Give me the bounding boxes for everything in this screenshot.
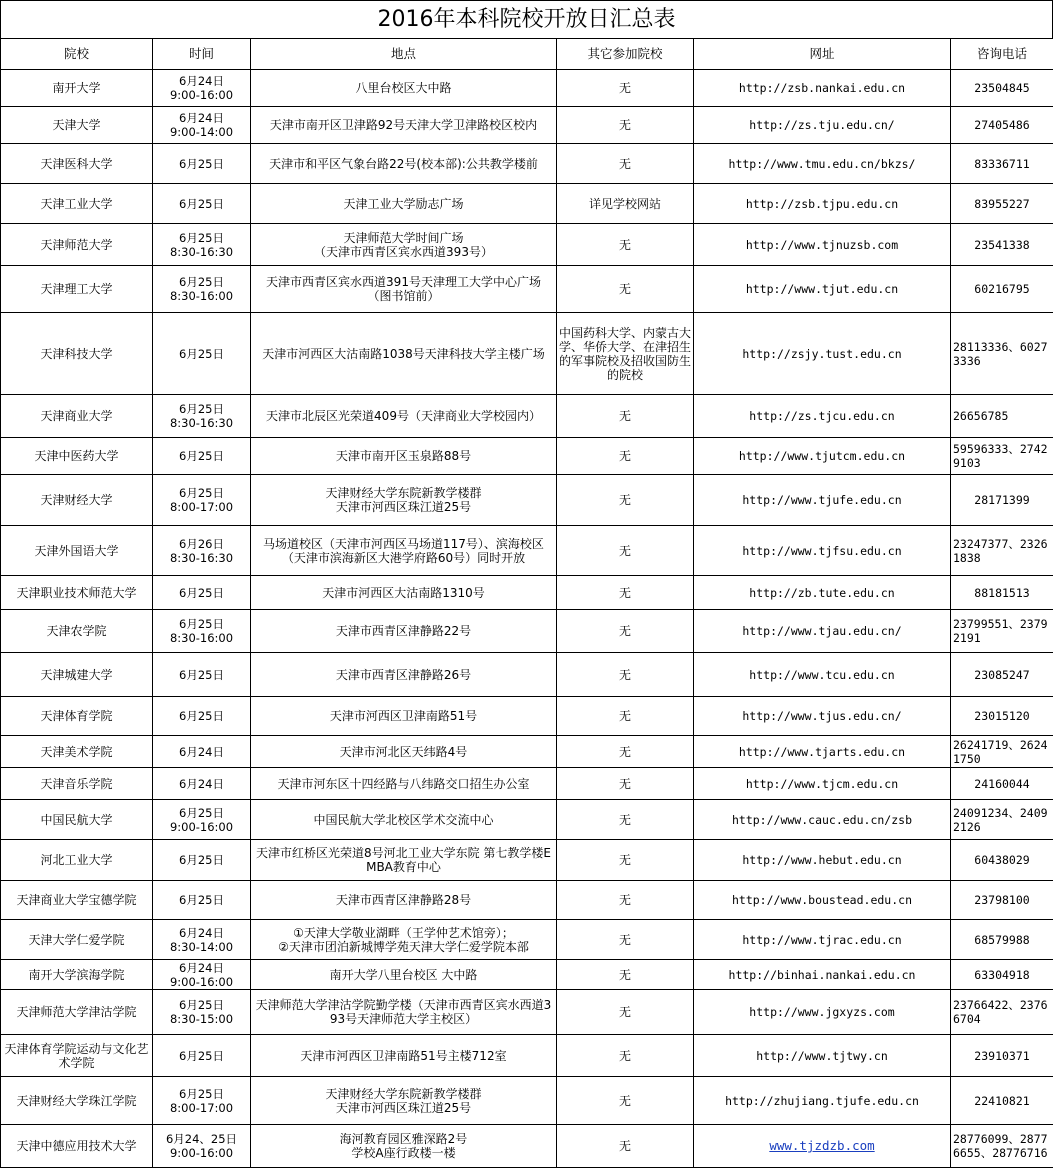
table-row xyxy=(1,990,1053,1035)
school-cell: 天津职业技术师范大学 xyxy=(1,576,153,610)
school-cell: 天津医科大学 xyxy=(1,144,153,184)
location-line: 天津市河西区珠江道25号 xyxy=(335,1100,472,1115)
school-cell: 天津大学 xyxy=(1,107,153,144)
location-cell xyxy=(251,144,557,184)
time-cell xyxy=(153,313,251,395)
table-row xyxy=(1,697,1053,736)
phone-cell: 59596333、27429103 xyxy=(951,438,1053,475)
location-line: 天津市河西区大沽南路1038号天津科技大学主楼广场 xyxy=(262,346,545,361)
location-cell xyxy=(251,653,557,697)
website-cell: http://www.tjtwy.cn xyxy=(694,1035,951,1077)
location-cell xyxy=(251,184,557,224)
school-cell: 天津体育学院运动与文化艺术学院 xyxy=(1,1035,153,1077)
location-line: 天津市红桥区光荣道8号河北工业大学东院 第七教学楼EMBA教育中心 xyxy=(255,846,552,874)
school-cell: 天津商业大学 xyxy=(1,395,153,438)
header-row xyxy=(1,39,1053,70)
table-row xyxy=(1,610,1053,653)
time-line: 8:00-17:00 xyxy=(169,500,234,514)
location-line: 八里台校区大中路 xyxy=(355,81,452,95)
location-cell xyxy=(251,1035,557,1077)
time-line: 8:30-16:00 xyxy=(169,631,234,645)
location-line: ①天津大学敬业湖畔（王学仲艺术馆旁）； xyxy=(293,925,514,940)
time-line: 6月24日 xyxy=(179,960,224,975)
other-schools-cell: 无 xyxy=(557,768,694,800)
school-cell: 天津商业大学宝德学院 xyxy=(1,881,153,920)
time-line: 8:30-16:00 xyxy=(169,289,234,303)
location-line: 天津市和平区气象台路22号(校本部):公共教学楼前 xyxy=(269,156,538,171)
table-row xyxy=(1,800,1053,840)
time-line: 6月24日 xyxy=(179,776,224,791)
phone-cell: 26241719、26241750 xyxy=(951,736,1053,768)
time-line: 9:00-16:00 xyxy=(169,1146,234,1160)
other-schools-cell: 无 xyxy=(557,475,694,526)
location-cell xyxy=(251,475,557,526)
time-line: 6月25日 xyxy=(179,585,224,600)
website-cell: http://zs.tjcu.edu.cn xyxy=(694,395,951,438)
time-cell xyxy=(153,107,251,144)
table-row xyxy=(1,920,1053,960)
phone-cell: 24160044 xyxy=(951,768,1053,800)
location-line: （图书馆前） xyxy=(367,289,440,303)
school-cell: 天津科技大学 xyxy=(1,313,153,395)
other-schools-cell: 无 xyxy=(557,960,694,990)
phone-cell: 60438029 xyxy=(951,840,1053,881)
time-cell xyxy=(153,960,251,990)
time-cell xyxy=(153,224,251,266)
phone-cell: 23085247 xyxy=(951,653,1053,697)
location-cell xyxy=(251,800,557,840)
time-line: 6月25日 xyxy=(179,893,224,907)
time-cell xyxy=(153,1125,251,1168)
other-schools-cell: 无 xyxy=(557,1035,694,1077)
time-cell xyxy=(153,800,251,840)
location-cell xyxy=(251,697,557,736)
location-cell xyxy=(251,1125,557,1168)
other-schools-cell: 无 xyxy=(557,266,694,313)
phone-cell: 23910371 xyxy=(951,1035,1053,1077)
school-cell: 天津中德应用技术大学 xyxy=(1,1125,153,1168)
website-cell: http://zsjy.tust.edu.cn xyxy=(694,313,951,395)
other-schools-cell: 无 xyxy=(557,70,694,107)
location-cell xyxy=(251,526,557,576)
location-cell xyxy=(251,990,557,1035)
location-cell xyxy=(251,70,557,107)
time-line: 6月24、25日 xyxy=(165,1132,238,1146)
school-cell: 天津体育学院 xyxy=(1,697,153,736)
location-line: 天津市河西区卫津南路51号 xyxy=(329,709,478,723)
time-line: 6月25日 xyxy=(179,275,224,289)
time-cell xyxy=(153,438,251,475)
table-row xyxy=(1,840,1053,881)
other-schools-cell: 无 xyxy=(557,840,694,881)
time-cell xyxy=(153,266,251,313)
phone-cell: 26656785 xyxy=(951,395,1053,438)
other-schools-cell: 无 xyxy=(557,144,694,184)
school-cell: 中国民航大学 xyxy=(1,800,153,840)
other-schools-cell: 详见学校网站 xyxy=(557,184,694,224)
other-schools-cell: 无 xyxy=(557,881,694,920)
phone-cell: 28776099、28776655、28776716 xyxy=(951,1125,1053,1168)
time-line: 6月25日 xyxy=(179,486,224,500)
phone-cell: 22410821 xyxy=(951,1077,1053,1125)
header-other-schools: 其它参加院校 xyxy=(557,39,694,70)
time-line: 8:30-15:00 xyxy=(169,1012,234,1026)
location-line: 天津师范大学津沽学院勤学楼（天津市西青区宾水西道393号天津师范大学主校区） xyxy=(255,998,552,1026)
website-cell: http://www.tcu.edu.cn xyxy=(694,653,951,697)
location-line: 天津市西青区宾水西道391号天津理工大学中心广场 xyxy=(266,275,541,289)
website-cell: http://www.tjufe.edu.cn xyxy=(694,475,951,526)
time-cell xyxy=(153,653,251,697)
website-cell: http://zs.tju.edu.cn/ xyxy=(694,107,951,144)
time-line: 6月25日 xyxy=(179,709,224,723)
time-line: 9:00-14:00 xyxy=(169,125,234,139)
school-cell: 天津中医药大学 xyxy=(1,438,153,475)
time-line: 6月25日 xyxy=(179,853,224,867)
school-cell: 天津外国语大学 xyxy=(1,526,153,576)
school-cell: 天津美术学院 xyxy=(1,736,153,768)
table-row xyxy=(1,576,1053,610)
other-schools-cell: 无 xyxy=(557,920,694,960)
time-line: 6月25日 xyxy=(179,230,224,245)
other-schools-cell: 中国药科大学、内蒙古大学、华侨大学、在津招生的军事院校及招收国防生的院校 xyxy=(557,313,694,395)
time-line: 8:30-16:30 xyxy=(169,416,234,430)
time-line: 6月25日 xyxy=(179,617,224,631)
location-line: ②天津市团泊新城博学苑天津大学仁爱学院本部 xyxy=(278,939,529,954)
website-cell: http://www.cauc.edu.cn/zsb xyxy=(694,800,951,840)
school-cell: 天津工业大学 xyxy=(1,184,153,224)
other-schools-cell: 无 xyxy=(557,990,694,1035)
other-schools-cell: 无 xyxy=(557,1077,694,1125)
location-cell xyxy=(251,881,557,920)
location-line: 天津市河西区珠江道25号 xyxy=(335,500,472,514)
time-line: 6月24日 xyxy=(179,74,224,88)
school-cell: 天津财经大学珠江学院 xyxy=(1,1077,153,1125)
time-line: 9:00-16:00 xyxy=(169,88,234,102)
website-cell: http://zsb.nankai.edu.cn xyxy=(694,70,951,107)
website-cell: http://www.tjrac.edu.cn xyxy=(694,920,951,960)
table-row xyxy=(1,526,1053,576)
table-row xyxy=(1,184,1053,224)
time-cell xyxy=(153,736,251,768)
phone-cell: 23541338 xyxy=(951,224,1053,266)
location-line: 天津师范大学时间广场 xyxy=(343,230,464,245)
location-line: 马场道校区（天津市河西区马场道117号）、滨海校区（天津市滨海新区大港学府路60号）同时开放 xyxy=(263,536,544,565)
location-cell xyxy=(251,313,557,395)
table-row xyxy=(1,653,1053,697)
phone-cell: 68579988 xyxy=(951,920,1053,960)
other-schools-cell: 无 xyxy=(557,653,694,697)
other-schools-cell: 无 xyxy=(557,736,694,768)
location-line: 天津市南开区卫津路92号天津大学卫津路校区校内 xyxy=(269,118,538,132)
time-line: 6月24日 xyxy=(179,744,224,759)
time-cell xyxy=(153,990,251,1035)
website-link[interactable]: www.tjzdzb.com xyxy=(769,1138,875,1153)
phone-cell: 27405486 xyxy=(951,107,1053,144)
time-cell xyxy=(153,526,251,576)
other-schools-cell: 无 xyxy=(557,526,694,576)
time-cell xyxy=(153,395,251,438)
time-cell xyxy=(153,1035,251,1077)
school-cell: 天津城建大学 xyxy=(1,653,153,697)
phone-cell: 28171399 xyxy=(951,475,1053,526)
school-cell: 南开大学 xyxy=(1,70,153,107)
website-cell: http://zb.tute.edu.cn xyxy=(694,576,951,610)
location-cell xyxy=(251,107,557,144)
time-line: 8:00-17:00 xyxy=(169,1100,234,1115)
table-row xyxy=(1,395,1053,438)
school-cell: 河北工业大学 xyxy=(1,840,153,881)
website-cell: http://www.jgxyzs.com xyxy=(694,990,951,1035)
location-line: 天津市北辰区光荣道409号（天津商业大学校园内） xyxy=(266,409,541,423)
location-line: 天津市西青区津静路22号 xyxy=(335,624,472,638)
other-schools-cell: 无 xyxy=(557,697,694,736)
website-cell: http://zhujiang.tjufe.edu.cn xyxy=(694,1077,951,1125)
time-cell xyxy=(153,144,251,184)
time-line: 6月25日 xyxy=(179,196,224,211)
phone-cell: 23504845 xyxy=(951,70,1053,107)
website-cell: http://www.tjau.edu.cn/ xyxy=(694,610,951,653)
time-line: 6月25日 xyxy=(179,402,224,416)
school-cell: 天津农学院 xyxy=(1,610,153,653)
location-line: 学校A座行政楼一楼 xyxy=(351,1146,456,1160)
website-cell: http://binhai.nankai.edu.cn xyxy=(694,960,951,990)
other-schools-cell: 无 xyxy=(557,438,694,475)
phone-cell: 83336711 xyxy=(951,144,1053,184)
table-body xyxy=(1,70,1053,1168)
location-line: 南开大学八里台校区 大中路 xyxy=(329,967,478,982)
location-cell xyxy=(251,960,557,990)
location-cell xyxy=(251,395,557,438)
time-line: 6月25日 xyxy=(179,805,224,820)
website-cell: http://www.tjarts.edu.cn xyxy=(694,736,951,768)
table-row xyxy=(1,107,1053,144)
table-row xyxy=(1,1035,1053,1077)
table-row xyxy=(1,438,1053,475)
time-line: 6月25日 xyxy=(179,1086,224,1101)
header-phone: 咨询电话 xyxy=(951,39,1053,70)
location-line: 天津财经大学东院新教学楼群 xyxy=(325,1086,482,1101)
other-schools-cell: 无 xyxy=(557,395,694,438)
time-line: 6月25日 xyxy=(179,156,224,171)
phone-cell: 23247377、23261838 xyxy=(951,526,1053,576)
other-schools-cell: 无 xyxy=(557,107,694,144)
phone-cell: 83955227 xyxy=(951,184,1053,224)
time-cell xyxy=(153,881,251,920)
website-cell: http://www.tjus.edu.cn/ xyxy=(694,697,951,736)
location-cell xyxy=(251,920,557,960)
time-line: 6月24日 xyxy=(179,111,224,125)
time-line: 6月25日 xyxy=(179,449,224,463)
location-line: 天津工业大学励志广场 xyxy=(343,196,464,211)
other-schools-cell: 无 xyxy=(557,1125,694,1168)
table-row xyxy=(1,1125,1053,1168)
table-row xyxy=(1,144,1053,184)
website-cell: http://www.tjcm.edu.cn xyxy=(694,768,951,800)
website-cell: http://www.tjnuzsb.com xyxy=(694,224,951,266)
time-cell xyxy=(153,576,251,610)
page-title: 2016年本科院校开放日汇总表 xyxy=(0,0,1053,38)
location-cell xyxy=(251,1077,557,1125)
time-line: 8:30-16:30 xyxy=(169,550,234,565)
phone-cell: 23798100 xyxy=(951,881,1053,920)
location-line: （天津市西青区宾水西道393号） xyxy=(314,244,493,259)
location-cell xyxy=(251,224,557,266)
school-cell: 天津财经大学 xyxy=(1,475,153,526)
phone-cell: 88181513 xyxy=(951,576,1053,610)
location-line: 中国民航大学北校区学术交流中心 xyxy=(313,812,494,827)
school-cell: 天津音乐学院 xyxy=(1,768,153,800)
phone-cell: 23799551、23792191 xyxy=(951,610,1053,653)
header-time: 时间 xyxy=(153,39,251,70)
table-row xyxy=(1,881,1053,920)
time-line: 6月25日 xyxy=(179,1048,224,1063)
location-cell xyxy=(251,610,557,653)
school-cell: 天津理工大学 xyxy=(1,266,153,313)
table-row xyxy=(1,960,1053,990)
table-row xyxy=(1,313,1053,395)
school-cell: 天津大学仁爱学院 xyxy=(1,920,153,960)
time-line: 6月25日 xyxy=(179,998,224,1012)
location-line: 天津市河西区卫津南路51号主楼712室 xyxy=(300,1048,507,1063)
time-line: 8:30-14:00 xyxy=(169,939,234,954)
time-line: 9:00-16:00 xyxy=(169,819,234,834)
location-line: 天津市南开区玉泉路88号 xyxy=(335,449,472,463)
location-line: 海河教育园区雅深路2号 xyxy=(339,1132,468,1146)
school-cell: 天津师范大学 xyxy=(1,224,153,266)
location-line: 天津市河西区大沽南路1310号 xyxy=(322,585,485,600)
phone-cell: 24091234、24092126 xyxy=(951,800,1053,840)
location-cell xyxy=(251,736,557,768)
phone-cell: 60216795 xyxy=(951,266,1053,313)
time-cell xyxy=(153,1077,251,1125)
website-cell: http://www.tmu.edu.cn/bkzs/ xyxy=(694,144,951,184)
header-school: 院校 xyxy=(1,39,153,70)
time-line: 6月25日 xyxy=(179,667,224,682)
table-row xyxy=(1,736,1053,768)
table-row xyxy=(1,768,1053,800)
website-cell: http://www.boustead.edu.cn xyxy=(694,881,951,920)
time-line: 6月24日 xyxy=(179,925,224,940)
time-cell xyxy=(153,697,251,736)
other-schools-cell: 无 xyxy=(557,224,694,266)
location-line: 天津市河东区十四经路与八纬路交口招生办公室 xyxy=(277,776,530,791)
website-cell: http://zsb.tjpu.edu.cn xyxy=(694,184,951,224)
website-cell: http://www.tjfsu.edu.cn xyxy=(694,526,951,576)
website-cell: http://www.hebut.edu.cn xyxy=(694,840,951,881)
location-line: 天津市西青区津静路28号 xyxy=(335,893,472,907)
open-day-table xyxy=(0,38,1053,1168)
website-cell: http://www.tjutcm.edu.cn xyxy=(694,438,951,475)
location-cell xyxy=(251,576,557,610)
time-cell xyxy=(153,768,251,800)
location-line: 天津财经大学东院新教学楼群 xyxy=(325,486,482,500)
table-row xyxy=(1,1077,1053,1125)
website-cell: http://www.tjut.edu.cn xyxy=(694,266,951,313)
time-cell xyxy=(153,610,251,653)
location-line: 天津市河北区天纬路4号 xyxy=(339,744,468,759)
time-line: 6月26日 xyxy=(179,536,224,551)
school-cell: 天津师范大学津沽学院 xyxy=(1,990,153,1035)
time-line: 6月25日 xyxy=(179,346,224,361)
time-line: 8:30-16:30 xyxy=(169,244,234,259)
time-cell xyxy=(153,920,251,960)
phone-cell: 23766422、23766704 xyxy=(951,990,1053,1035)
table-row xyxy=(1,266,1053,313)
time-cell xyxy=(153,70,251,107)
location-cell xyxy=(251,840,557,881)
other-schools-cell: 无 xyxy=(557,800,694,840)
phone-cell: 23015120 xyxy=(951,697,1053,736)
other-schools-cell: 无 xyxy=(557,610,694,653)
time-line: 9:00-16:00 xyxy=(169,974,234,989)
location-cell xyxy=(251,438,557,475)
time-cell xyxy=(153,475,251,526)
header-location: 地点 xyxy=(251,39,557,70)
location-cell xyxy=(251,768,557,800)
other-schools-cell: 无 xyxy=(557,576,694,610)
header-website: 网址 xyxy=(694,39,951,70)
phone-cell: 63304918 xyxy=(951,960,1053,990)
school-cell: 南开大学滨海学院 xyxy=(1,960,153,990)
location-cell xyxy=(251,266,557,313)
website-cell xyxy=(694,1125,951,1168)
table-row xyxy=(1,224,1053,266)
location-line: 天津市西青区津静路26号 xyxy=(335,667,472,682)
table-row xyxy=(1,70,1053,107)
time-cell xyxy=(153,184,251,224)
phone-cell: 28113336、60273336 xyxy=(951,313,1053,395)
time-cell xyxy=(153,840,251,881)
table-row xyxy=(1,475,1053,526)
